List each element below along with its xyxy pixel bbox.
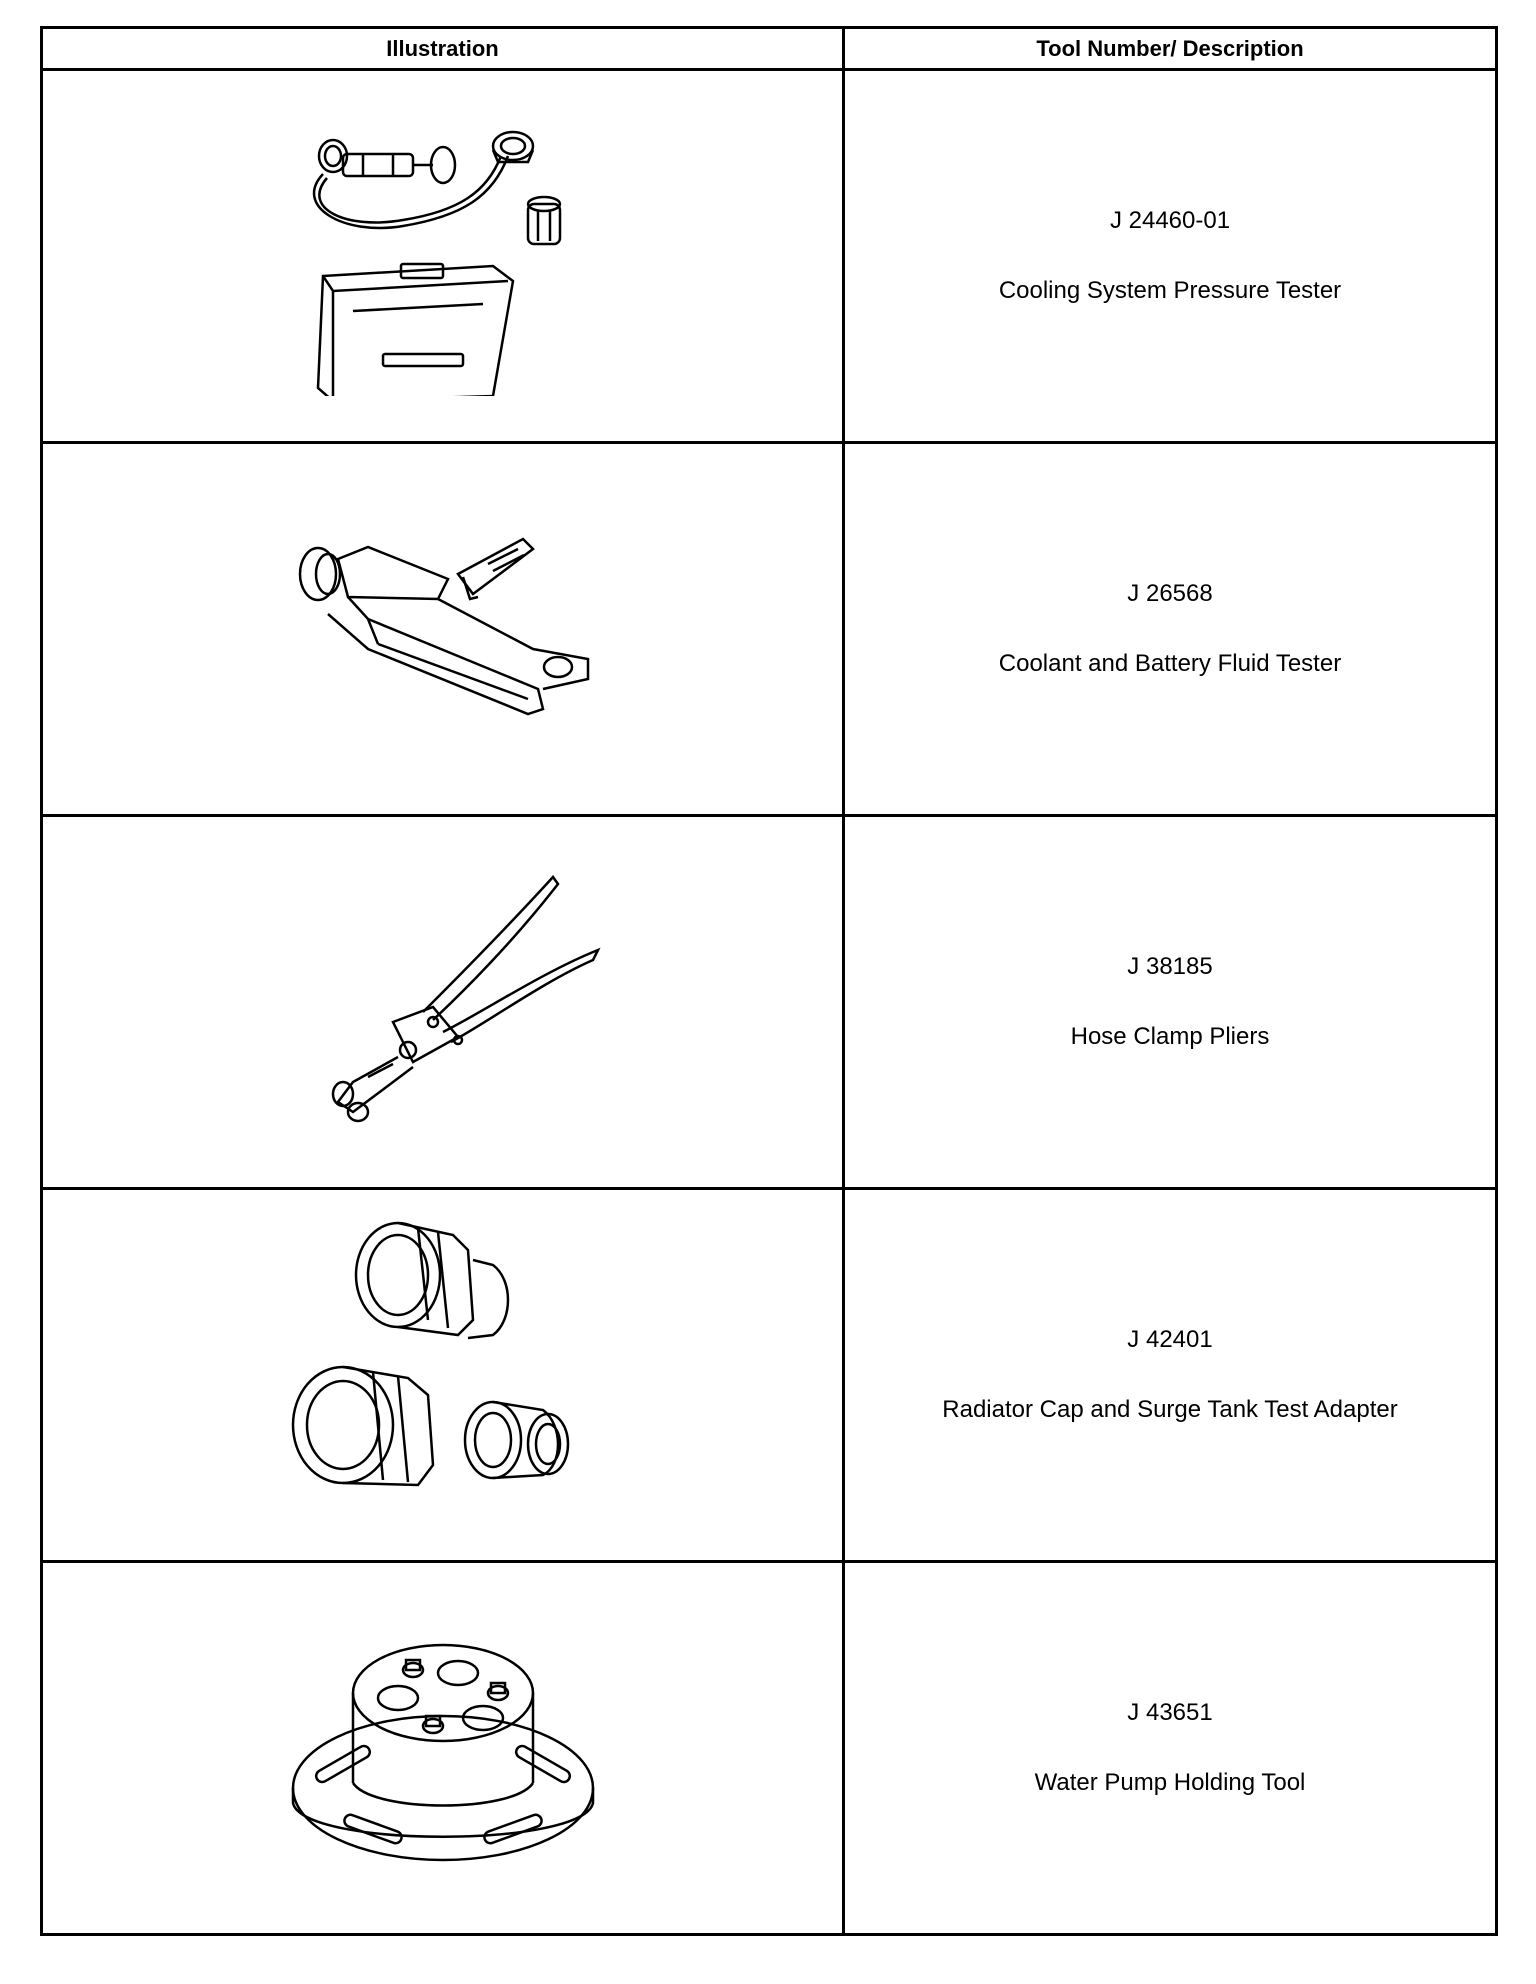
table-row (42, 816, 1497, 1189)
tool-description: Coolant and Battery Fluid Tester (998, 650, 1342, 677)
illustration-cell (42, 816, 844, 1189)
table-row (42, 443, 1497, 816)
illustration-cell (42, 1189, 844, 1562)
header-illustration: Illustration (42, 28, 844, 70)
special-tools-table (40, 26, 1498, 1936)
tool-description: Water Pump Holding Tool (1034, 1769, 1306, 1796)
description-cell (844, 70, 1497, 443)
tool-number: J 43651 (1127, 1699, 1213, 1726)
tool-number: J 38185 (1127, 953, 1213, 980)
tool-description: Radiator Cap and Surge Tank Test Adapter (942, 1396, 1398, 1423)
table-row (42, 70, 1497, 443)
pressure-tester-kit-icon (283, 116, 603, 396)
tool-number: J 26568 (1127, 580, 1213, 607)
table-row (42, 1189, 1497, 1562)
hose-clamp-pliers-icon (283, 872, 603, 1132)
tool-number: J 42401 (1127, 1326, 1213, 1353)
tool-description: Cooling System Pressure Tester (998, 277, 1342, 304)
table-header-row (42, 28, 1497, 70)
water-pump-holding-tool-icon (283, 1618, 603, 1878)
tool-description: Hose Clamp Pliers (1070, 1023, 1270, 1050)
illustration-cell (42, 443, 844, 816)
description-cell (844, 1562, 1497, 1935)
illustration-cell (42, 70, 844, 443)
description-cell (844, 816, 1497, 1189)
tool-number: J 24460-01 (1109, 207, 1231, 234)
test-adapter-set-icon (278, 1210, 608, 1540)
fluid-tester-icon (288, 519, 598, 739)
header-tool-description: Tool Number/ Description (844, 28, 1497, 70)
description-cell (844, 443, 1497, 816)
illustration-cell (42, 1562, 844, 1935)
description-cell (844, 1189, 1497, 1562)
table-row (42, 1562, 1497, 1935)
